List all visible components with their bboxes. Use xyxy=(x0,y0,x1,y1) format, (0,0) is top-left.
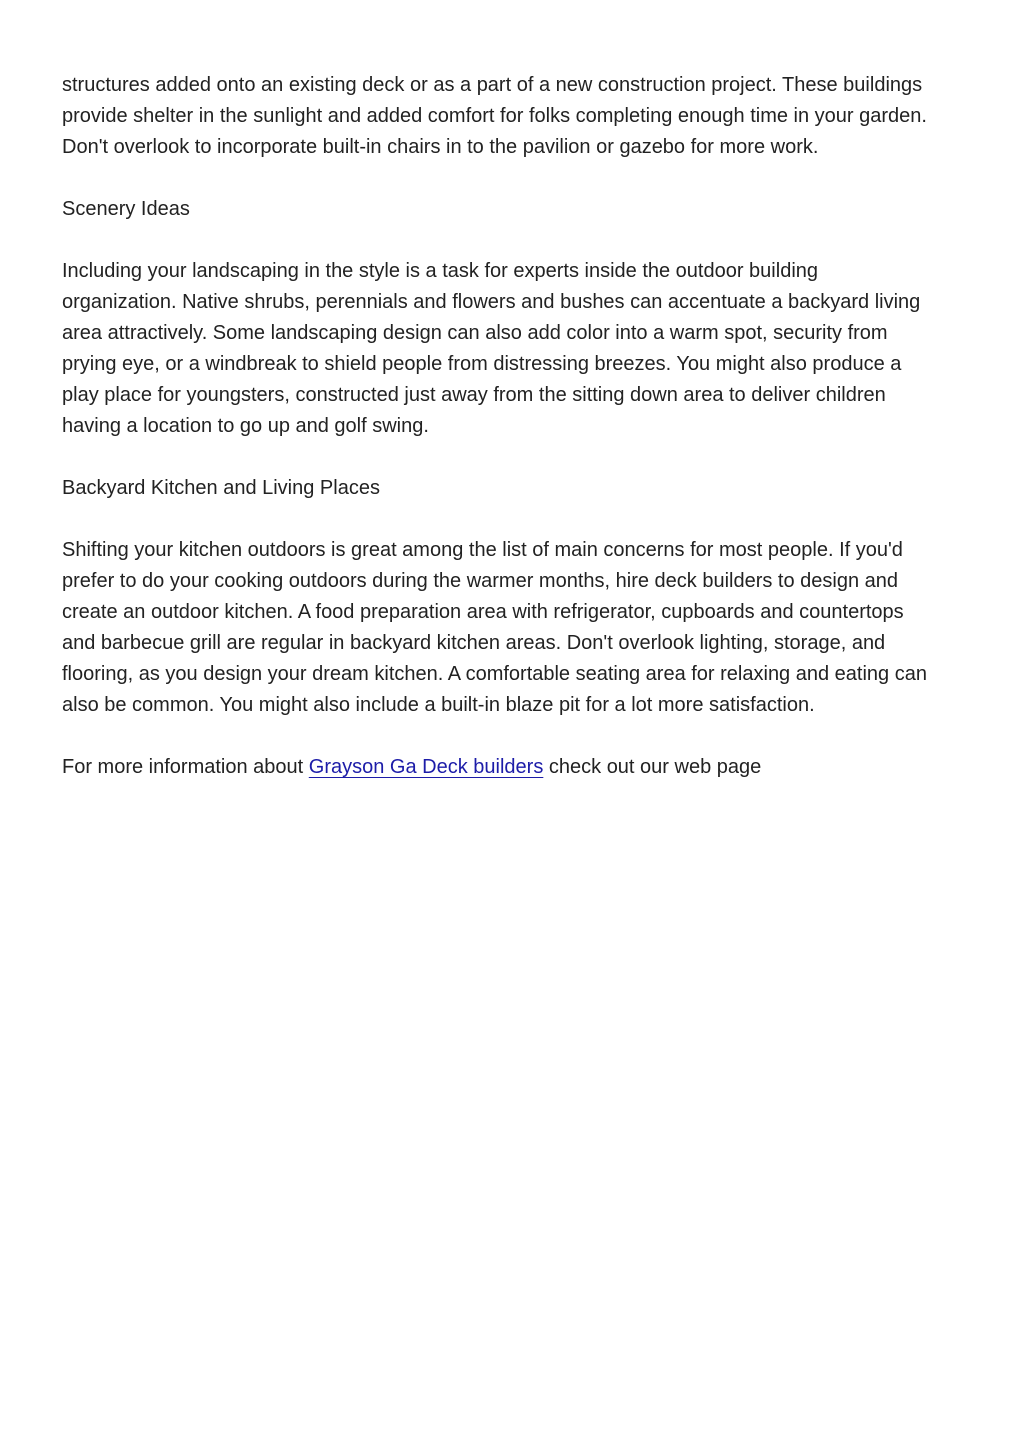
text-line: and barbecue grill are regular in backyard kitchen areas. Don't overlook lighting, storage, and xyxy=(62,632,886,654)
heading-backyard-kitchen xyxy=(62,473,982,504)
text-line: prefer to do your cooking outdoors during the warmer months, hire deck builders to design and xyxy=(62,570,899,592)
text-line: Shifting your kitchen outdoors is great among the list of main concerns for most people. If you'd xyxy=(62,539,903,561)
heading-text: Scenery Ideas xyxy=(62,198,190,220)
text-line: play place for youngsters, constructed just away from the sitting down area to deliver children xyxy=(62,384,886,406)
heading-scenery-ideas xyxy=(62,194,982,225)
paragraph-landscaping xyxy=(62,256,982,442)
text-line: organization. Native shrubs, perennials and flowers and bushes can accentuate a backyard living xyxy=(62,291,921,313)
text-line: Including your landscaping in the style is a task for experts inside the outdoor building xyxy=(62,260,819,282)
closing-text-after: check out our web page xyxy=(543,756,762,778)
text-line: also be common. You might also include a built-in blaze pit for a lot more satisfaction. xyxy=(62,694,815,716)
text-line: flooring, as you design your dream kitchen. A comfortable seating area for relaxing and eating can xyxy=(62,663,927,685)
text-line: prying eye, or a windbreak to shield people from distressing breezes. You might also produce a xyxy=(62,353,902,375)
paragraph-kitchen xyxy=(62,535,982,721)
text-line: Don't overlook to incorporate built-in chairs in to the pavilion or gazebo for more work. xyxy=(62,136,819,158)
paragraph-structures xyxy=(62,70,982,163)
grayson-deck-builders-link[interactable]: Grayson Ga Deck builders xyxy=(308,756,544,778)
text-line: having a location to go up and golf swing. xyxy=(62,415,429,437)
heading-text: Backyard Kitchen and Living Places xyxy=(62,477,380,499)
text-line: structures added onto an existing deck or as a part of a new construction project. These buildings xyxy=(62,74,923,96)
closing-line xyxy=(62,752,982,783)
text-line: provide shelter in the sunlight and added comfort for folks completing enough time in your garden. xyxy=(62,105,927,127)
closing-text-before: For more information about xyxy=(62,756,309,778)
text-line: area attractively. Some landscaping design can also add color into a warm spot, security from xyxy=(62,322,888,344)
paragraph-closing xyxy=(62,752,982,783)
text-line: create an outdoor kitchen. A food preparation area with refrigerator, cupboards and countertops xyxy=(62,601,904,623)
document-body xyxy=(62,70,982,814)
